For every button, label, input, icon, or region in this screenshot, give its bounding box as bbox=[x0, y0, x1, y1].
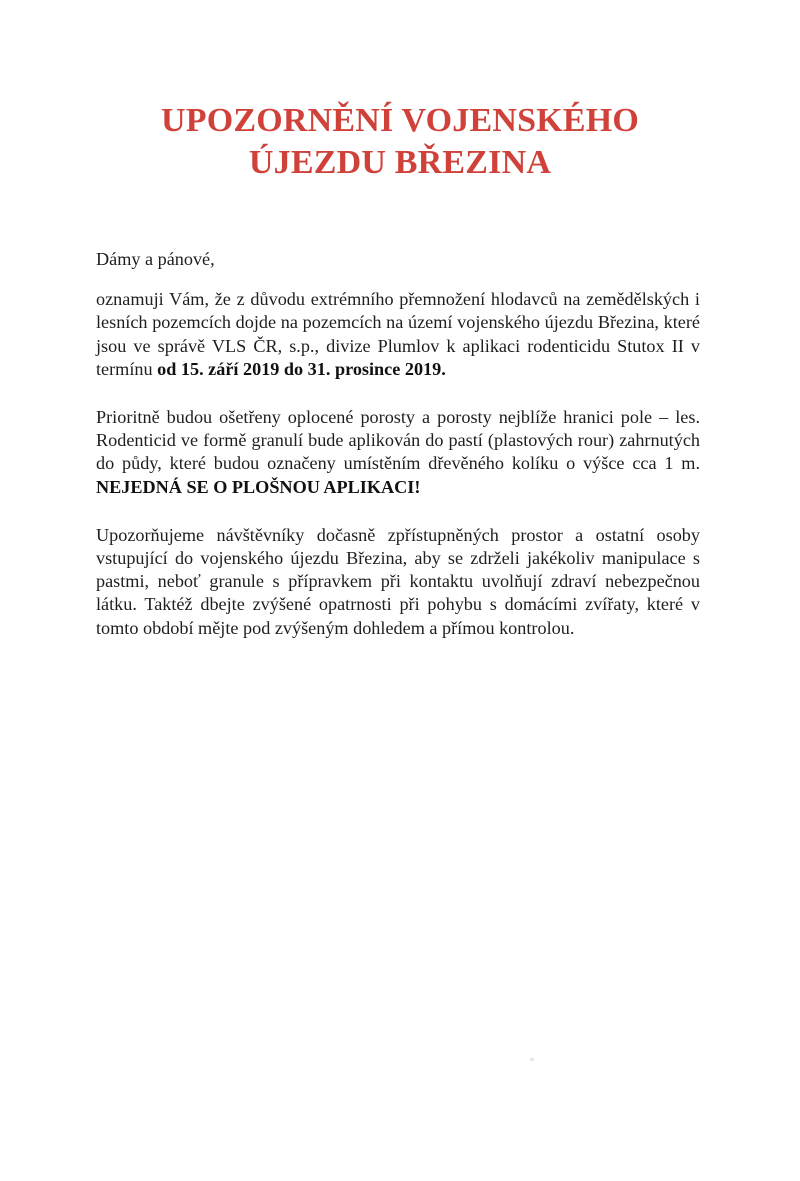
title-line-2: ÚJEZDU BŘEZINA bbox=[248, 144, 552, 181]
paragraph-application-method bbox=[96, 406, 700, 499]
notice-title bbox=[0, 100, 800, 184]
paragraph-application-method-text: Prioritně budou ošetřeny oplocené porosty a porosty nejblíže hranici pole – les. Rodenticid ve formě granulí bude aplikován do pastí (plastových rour) zahrnutých do půdy, které budou označeny umístěním dřevěného kolíku o výšce cca 1 m. bbox=[96, 407, 700, 474]
application-period: od 15. září 2019 do 31. prosince 2019. bbox=[157, 358, 446, 379]
paragraph-announcement bbox=[96, 288, 700, 381]
greeting: Dámy a pánové, bbox=[96, 249, 215, 269]
not-area-application-warning: NEJEDNÁ SE O PLOŠNOU APLIKACI! bbox=[96, 476, 421, 497]
paragraph-announcement-text: oznamuji Vám, že z důvodu extrémního přemnožení hlodavců na zemědělských i lesních pozemcích dojde na pozemcích na území vojenského újezdu Březina, které jsou ve správě VLS ČR, s.p., divize Plumlov k aplikaci rodenticidu Stutox II v termínu bbox=[96, 289, 700, 379]
paragraph-visitor-warning: Upozorňujeme návštěvníky dočasně zpřístupněných prostor a ostatní osoby vstupující do vojenského újezdu Březina, aby se zdrželi jakékoliv manipulace s pastmi, neboť granule s přípravkem při kontaktu uvolňují zdraví nebezpečnou látku. Taktéž dbejte zvýšené opatrnosti při pohybu s domácími zvířaty, které v tomto období mějte pod zvýšeným dohledem a přímou kontrolou. bbox=[96, 524, 700, 638]
title-line-1: UPOZORNĚNÍ VOJENSKÉHO bbox=[160, 102, 640, 139]
notice-body bbox=[96, 248, 700, 665]
scan-artifact bbox=[530, 1058, 534, 1061]
